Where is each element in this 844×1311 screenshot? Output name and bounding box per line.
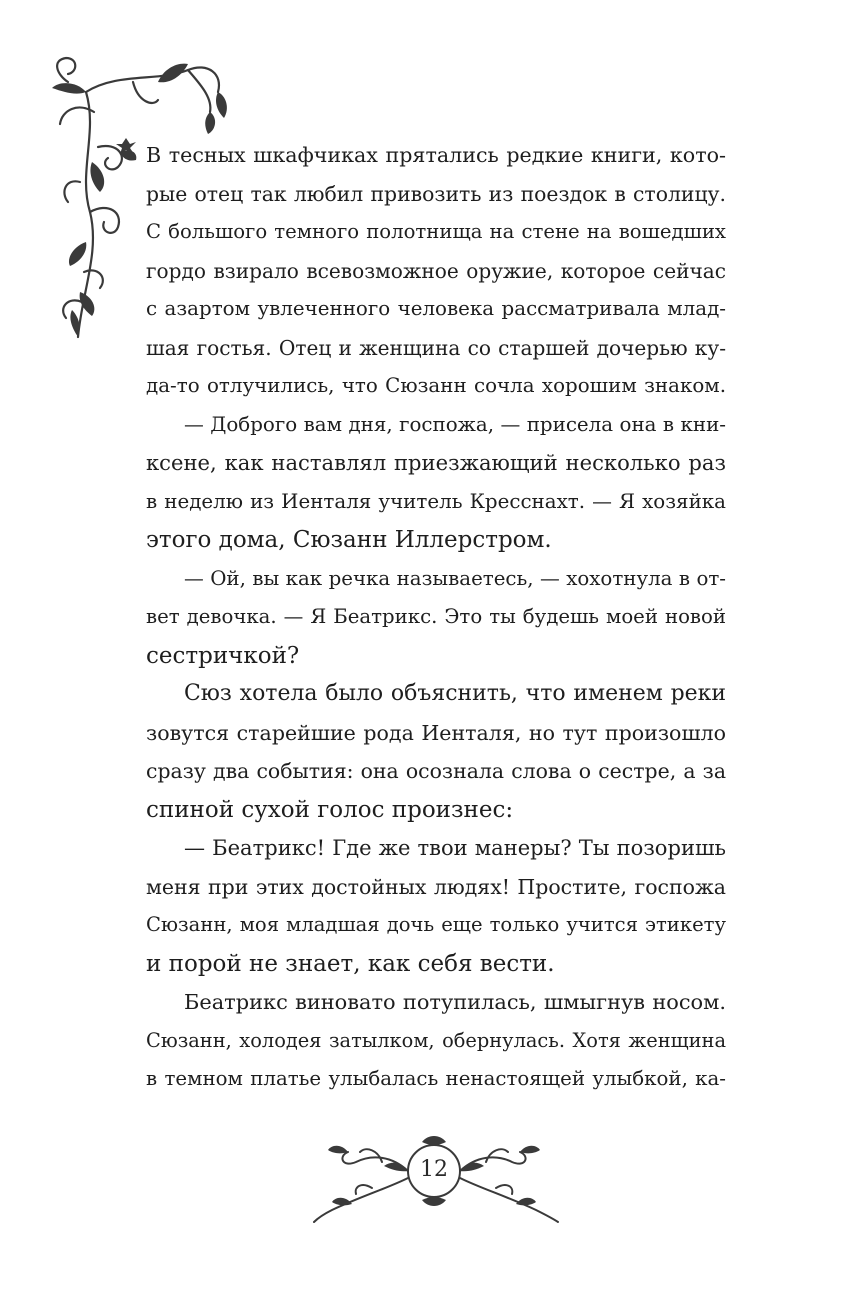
page-number: 12 — [420, 1157, 448, 1182]
text-line: Сюзанн, холодея затылком, обернулась. Хотя женщина — [146, 1028, 726, 1052]
text-line: ксене, как наставлял приезжающий несколько раз — [146, 450, 726, 475]
text-line: и порой не знает, как себя вести. — [146, 950, 555, 977]
text-line: спиной сухой голос произнес: — [146, 796, 514, 823]
text-line: В тесных шкафчиках прятались редкие книги, кото- — [146, 143, 726, 167]
text-line: в неделю из Иенталя учитель Кресснахт. — Я хозяйка — [146, 489, 726, 513]
text-line: шая гостья. Отец и женщина со старшей дочерью ку- — [146, 335, 726, 360]
text-line: меня при этих достойных людях! Простите, госпожа — [146, 874, 726, 899]
text-line: зовутся старейшие рода Иенталя, но тут произошло — [146, 720, 726, 745]
text-line: вет девочка. — Я Беатрикс. Это ты будешь моей новой — [146, 605, 726, 628]
text-line: сразу два события: она осознала слова о сестре, а за — [146, 759, 726, 783]
text-line: Сюзанн, моя младшая дочь еще только учится этикету — [146, 913, 726, 936]
text-line: да-то отлучились, что Сюзанн сочла хорошим знаком. — [146, 374, 726, 397]
text-line: гордо взирало всевозможное оружие, которое сейчас — [146, 258, 726, 283]
text-line: сестричкой? — [146, 642, 300, 669]
text-line: — Беатрикс! Где же твои манеры? Ты позоришь — [184, 835, 726, 860]
body-text — [146, 136, 726, 1099]
text-line: этого дома, Сюзанн Иллерстром. — [146, 527, 552, 553]
text-line: — Ой, вы как речка называетесь, — хохотнула в от- — [184, 566, 726, 590]
text-line: Беатрикс виновато потупилась, шмыгнув носом. — [184, 990, 726, 1014]
text-line: в темном платье улыбалась ненастоящей улыбкой, ка- — [146, 1067, 726, 1090]
text-line: — Доброго вам дня, госпожа, — присела она в кни- — [184, 412, 726, 436]
text-line: рые отец так любил привозить из поездок в столицу. — [146, 181, 726, 206]
text-line: с азартом увлеченного человека рассматривала млад- — [146, 297, 726, 320]
text-line: Сюз хотела было объяснить, что именем реки — [184, 681, 726, 706]
text-line: С большого темного полотнища на стене на вошедших — [146, 220, 726, 243]
